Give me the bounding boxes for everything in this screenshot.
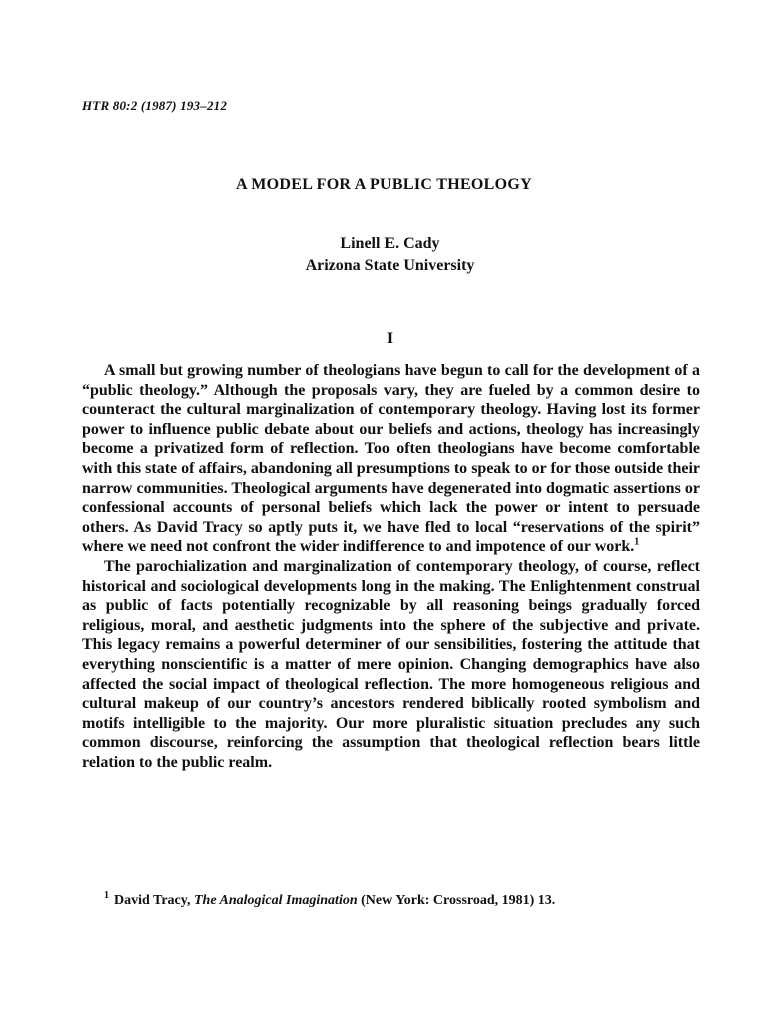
author-affiliation: Arizona State University	[305, 257, 475, 274]
footnote	[104, 890, 704, 909]
article-title: A MODEL FOR A PUBLIC THEOLOGY	[235, 176, 532, 193]
paragraph-text: The parochialization and marginalization of contemporary theology, of course, reflect historical and sociological developments long in the making. The Enlightenment construal as public of facts potentially recognizable by all reasoning beings gradually forced religious, moral, and aesthetic judgments into the sphere of the subjective and private. This legacy remains a powerful determiner of our sensibilities, fostering the attitude that everything nonscientific is a matter of mere opinion. Changing demographics have also affected the social impact of theological reflection. The more homogeneous religious and cultural makeup of our country’s ancestors rendered biblically rooted symbolism and motifs intelligible to the majority. Our more pluralistic situation precludes any such common discourse, reinforcing the assumption that theological reflection bears little relation to the public realm.	[82, 557, 700, 771]
footnote-citation: (New York: Crossroad, 1981) 13.	[361, 893, 556, 908]
paragraph	[82, 361, 700, 557]
footnote-reference[interactable]: 1	[634, 537, 640, 549]
paragraph	[82, 557, 700, 773]
footnote-book-title: The Analogical Imagination	[194, 893, 358, 908]
running-head: HTR 80:2 (1987) 193–212	[82, 98, 228, 113]
author-name: Linell E. Cady	[340, 235, 440, 252]
section-number: I	[386, 330, 394, 347]
paragraph-text: A small but growing number of theologians have begun to call for the development of a “public theology.” Although the proposals vary, they are fueled by a common desire to counteract the cultural marginalization of contemporary theology. Having lost its former power to influence public debate about our beliefs and actions, theology has increasingly become a privatized form of reflection. Too often theologians have become comfortable with this state of affairs, abandoning all presumptions to speak to or for those outside their narrow communities. Theological arguments have degenerated into dogmatic assertions or confessional accounts of personal beliefs which lack the power or intent to persuade others. As David Tracy so aptly puts it, we have fled to local “reservations of the spirit” where we need not confront the wider indifference to and impotence of our work.	[82, 362, 700, 556]
footnote-marker: 1	[104, 890, 109, 902]
article-body	[82, 361, 700, 772]
author-block	[0, 233, 768, 277]
footnote-author: David Tracy,	[114, 893, 191, 908]
